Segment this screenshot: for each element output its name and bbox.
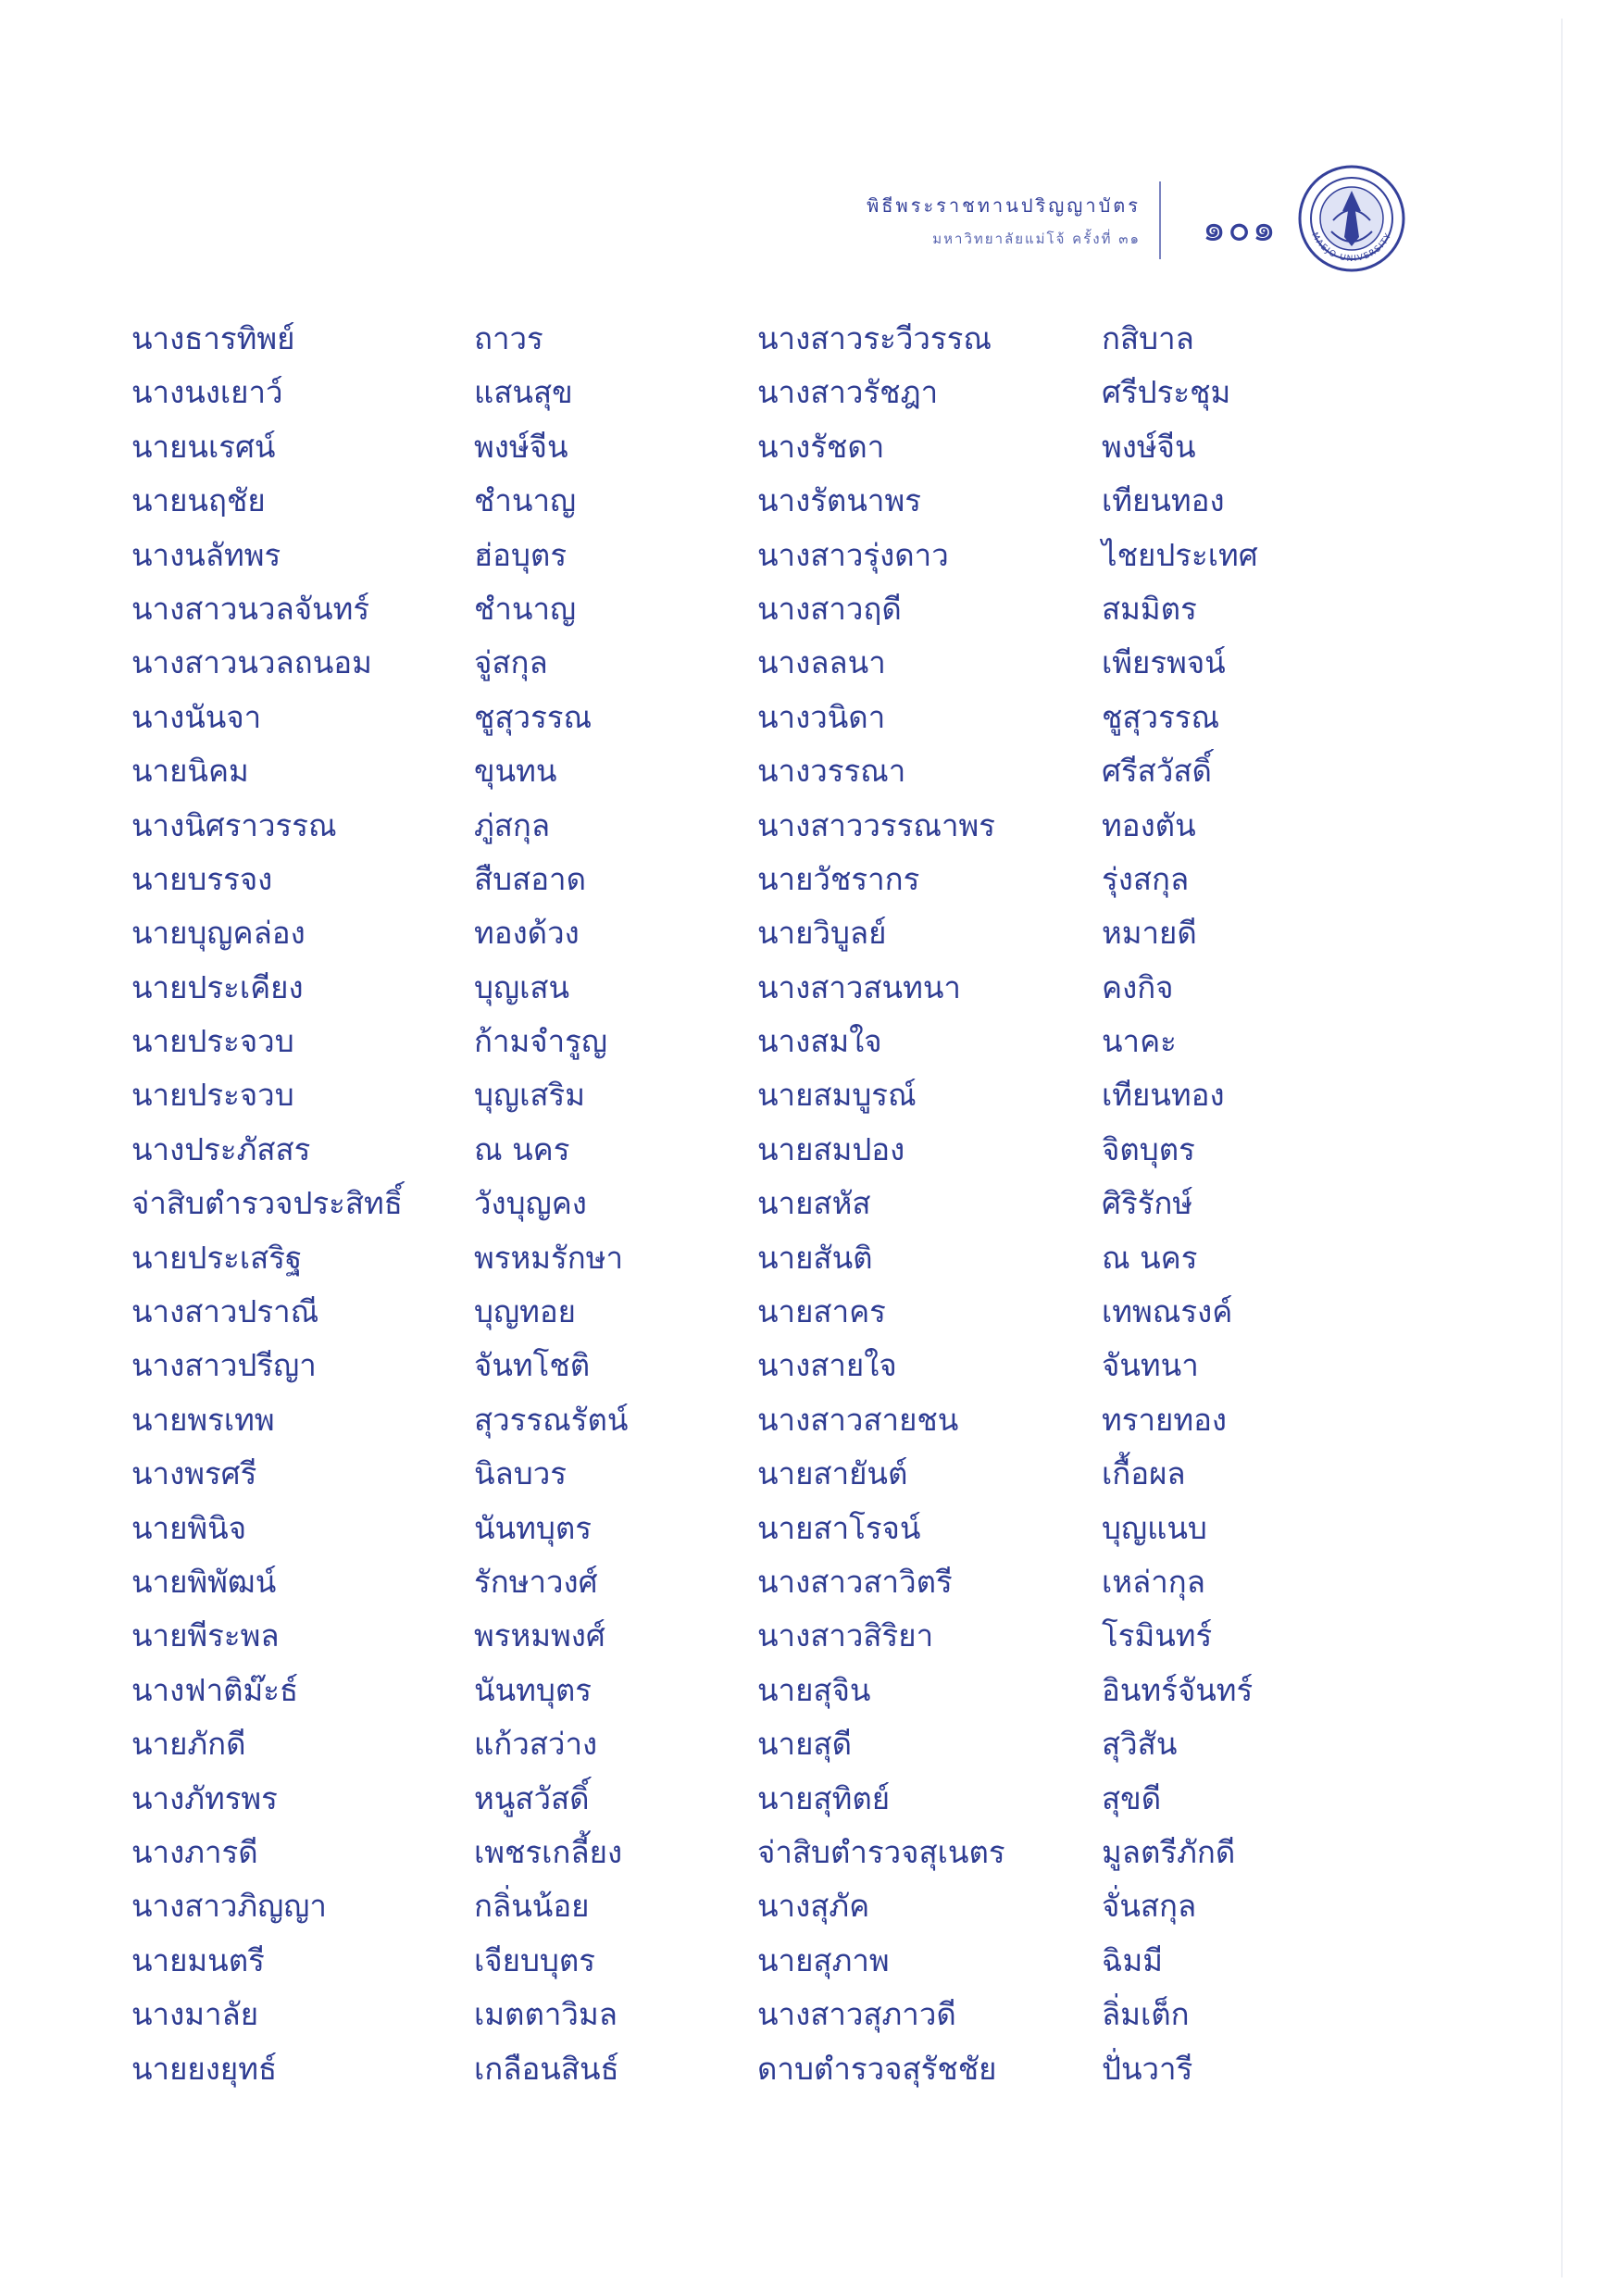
surname-2: คงกิจ: [1102, 968, 1174, 1005]
name-row: [0, 423, 1622, 477]
first-name-2: นางสาวรัชฎา: [757, 374, 939, 411]
surname-2: โรมินทร์: [1102, 1617, 1213, 1654]
surname-1: แก้วสว่าง: [474, 1726, 598, 1763]
name-row: [0, 1179, 1622, 1233]
name-row: [0, 1126, 1622, 1179]
first-name-2: จ่าสิบตำรวจสุเนตร: [757, 1833, 1005, 1870]
first-name-1: นางมาลัย: [131, 1996, 259, 2033]
surname-1: นันทบุตร: [474, 1509, 592, 1546]
first-name-2: นางสมใจ: [757, 1023, 882, 1060]
surname-2: เหล่ากุล: [1102, 1563, 1205, 1600]
surname-1: สุวรรณรัตน์: [474, 1401, 629, 1438]
first-name-2: นางสายใจ: [757, 1347, 897, 1384]
surname-2: เทพณรงค์: [1102, 1293, 1233, 1330]
name-row: [0, 1450, 1622, 1504]
surname-1: กลิ่นน้อย: [474, 1888, 590, 1925]
surname-2: เทียนทอง: [1102, 482, 1225, 519]
first-name-1: นายพินิจ: [131, 1509, 247, 1546]
name-row: [0, 1937, 1622, 1990]
surname-1: บุญเสริม: [474, 1077, 585, 1114]
first-name-2: นางสาวฤดี: [757, 590, 902, 627]
surname-2: ปั่นวารี: [1102, 2050, 1193, 2087]
surname-1: หนูสวัสดิ์: [474, 1779, 590, 1816]
name-row: [0, 585, 1622, 639]
surname-2: รุ่งสกุล: [1102, 860, 1190, 897]
first-name-1: นางสาวปรีญา: [131, 1347, 317, 1384]
name-row: [0, 1396, 1622, 1450]
surname-2: เกื้อผล: [1102, 1455, 1186, 1492]
first-name-1: นายนฤชัย: [131, 482, 266, 519]
surname-2: สมมิตร: [1102, 590, 1197, 627]
first-name-2: นางสาวสนทนา: [757, 968, 961, 1005]
header-divider: [1159, 181, 1161, 259]
first-name-1: นายพรเทพ: [131, 1401, 275, 1438]
svg-text:MAEJO UNIVERSITY: MAEJO UNIVERSITY: [1309, 231, 1394, 265]
surname-1: จู่สกุล: [474, 644, 548, 681]
surname-1: ภู่สกุล: [474, 806, 551, 843]
surname-1: ขุนทน: [474, 753, 557, 790]
first-name-1: นางนลัทพร: [131, 536, 281, 573]
name-row: [0, 1720, 1622, 1774]
first-name-2: นายสุดี: [757, 1726, 852, 1763]
surname-2: กสิบาล: [1102, 320, 1194, 356]
first-name-2: นางรัชดา: [757, 428, 885, 465]
surname-1: แสนสุข: [474, 374, 573, 411]
surname-2: ลิ่มเต็ก: [1102, 1996, 1190, 2033]
first-name-2: นางสาวสาวิตรี: [757, 1563, 953, 1600]
surname-1: พงษ์จีน: [474, 428, 568, 465]
name-row: [0, 964, 1622, 1017]
surname-2: ทองตัน: [1102, 806, 1196, 843]
surname-2: ณ นคร: [1102, 1239, 1198, 1276]
surname-2: ฉิมมี: [1102, 1941, 1163, 1978]
first-name-2: นางสุภัค: [757, 1888, 870, 1925]
first-name-1: นายพิพัฒน์: [131, 1563, 277, 1600]
first-name-1: นายบุญคล่อง: [131, 915, 306, 952]
surname-2: จิตบุตร: [1102, 1130, 1195, 1167]
first-name-1: นางประภัสสร: [131, 1130, 311, 1167]
surname-2: ศรีสวัสดิ์: [1102, 753, 1212, 790]
surname-2: ศิริรักษ์: [1102, 1185, 1193, 1222]
name-row: [0, 1828, 1622, 1882]
surname-1: บุญเสน: [474, 968, 570, 1005]
surname-2: นาคะ: [1102, 1023, 1177, 1060]
surname-2: บุญแนบ: [1102, 1509, 1207, 1546]
surname-2: จันทนา: [1102, 1347, 1199, 1384]
first-name-2: นายสาโรจน์: [757, 1509, 921, 1546]
surname-1: ทองด้วง: [474, 915, 580, 952]
surname-1: ณ นคร: [474, 1130, 570, 1167]
first-name-1: นางนิศราวรรณ: [131, 806, 337, 843]
first-name-2: นายสาคร: [757, 1293, 886, 1330]
first-name-1: นางสาวนวลจันทร์: [131, 590, 370, 627]
surname-2: เพียรพจน์: [1102, 644, 1226, 681]
name-row: [0, 531, 1622, 585]
surname-2: ชูสุวรรณ: [1102, 698, 1220, 735]
name-row: [0, 1612, 1622, 1666]
first-name-2: นางสาวสิริยา: [757, 1617, 934, 1654]
first-name-1: นายประจวบ: [131, 1023, 294, 1060]
name-row: [0, 1558, 1622, 1612]
name-row: [0, 1882, 1622, 1936]
first-name-2: นายสมบูรณ์: [757, 1077, 917, 1114]
name-row: [0, 909, 1622, 963]
first-name-2: นางสาวสุภาวดี: [757, 1996, 956, 2033]
first-name-2: นางรัตนาพร: [757, 482, 921, 519]
surname-2: ไชยประเทศ: [1102, 536, 1258, 573]
surname-2: อินทร์จันทร์: [1102, 1671, 1254, 1708]
first-name-2: นางสาวรุ่งดาว: [757, 536, 949, 573]
surname-2: สุขดี: [1102, 1779, 1162, 1816]
surname-2: พงษ์จีน: [1102, 428, 1196, 465]
name-row: [0, 1990, 1622, 2044]
first-name-1: นายยงยุทธ์: [131, 2050, 278, 2087]
name-row: [0, 477, 1622, 530]
surname-1: รักษาวงศ์: [474, 1563, 598, 1600]
first-name-1: นางนงเยาว์: [131, 374, 283, 411]
first-name-2: นางสาวระวีวรรณ: [757, 320, 992, 356]
name-row: [0, 1341, 1622, 1395]
header-text-block: [752, 191, 1141, 250]
name-row: [0, 1666, 1622, 1720]
ceremony-title: พิธีพระราชทานปริญญาบัตร: [867, 194, 1141, 217]
first-name-1: นางสาวปราณี: [131, 1293, 319, 1330]
surname-2: จั่นสกุล: [1102, 1888, 1197, 1925]
graduate-name-list: [0, 315, 1622, 2099]
first-name-1: นางฟาติม๊ะธ์: [131, 1671, 299, 1708]
first-name-2: นางวนิดา: [757, 698, 886, 735]
name-row: [0, 1234, 1622, 1288]
first-name-1: นางสาวภิญญา: [131, 1888, 327, 1925]
first-name-2: นางลลนา: [757, 644, 886, 681]
surname-1: สืบสอาด: [474, 860, 587, 897]
first-name-2: นายสันติ: [757, 1239, 873, 1276]
first-name-2: นายสมปอง: [757, 1130, 905, 1167]
university-subtitle: มหาวิทยาลัยแม่โจ้ ครั้งที่ ๓๑: [932, 231, 1141, 247]
name-row: [0, 802, 1622, 855]
surname-1: ก้ามจำรูญ: [474, 1023, 607, 1060]
first-name-1: นายมนตรี: [131, 1941, 265, 1978]
name-row: [0, 639, 1622, 693]
first-name-1: นางภัทรพร: [131, 1779, 278, 1816]
surname-2: เทียนทอง: [1102, 1077, 1225, 1114]
surname-1: เกลือนสินธ์: [474, 2050, 619, 2087]
name-row: [0, 1017, 1622, 1071]
first-name-1: นายประจวบ: [131, 1077, 294, 1114]
first-name-1: นายภักดี: [131, 1726, 246, 1763]
surname-1: วังบุญคง: [474, 1185, 587, 1222]
first-name-1: นายพีระพล: [131, 1617, 280, 1654]
first-name-1: นางนันจา: [131, 698, 262, 735]
name-row: [0, 368, 1622, 422]
surname-1: ฮ่อบุตร: [474, 536, 568, 573]
university-seal-icon: [1296, 163, 1407, 274]
name-row: [0, 1288, 1622, 1341]
first-name-2: นายสุภาพ: [757, 1941, 890, 1978]
first-name-1: นายนิคม: [131, 753, 249, 790]
first-name-1: นายนเรศน์: [131, 428, 276, 465]
first-name-2: นายสุทิตย์: [757, 1779, 891, 1816]
surname-1: พรหมรักษา: [474, 1239, 623, 1276]
name-row: [0, 747, 1622, 801]
surname-2: สุวิสัน: [1102, 1726, 1178, 1763]
surname-1: เมตตาวิมล: [474, 1996, 618, 2033]
first-name-2: นายสุจิน: [757, 1671, 871, 1708]
surname-2: หมายดี: [1102, 915, 1197, 952]
first-name-1: นางพรศรี: [131, 1455, 257, 1492]
first-name-1: นางสาวนวลถนอม: [131, 644, 372, 681]
surname-1: นันทบุตร: [474, 1671, 592, 1708]
page-number: ๑๐๑: [1202, 207, 1278, 250]
name-row: [0, 1504, 1622, 1558]
first-name-1: จ่าสิบตำรวจประสิทธิ์: [131, 1185, 403, 1222]
first-name-1: นายประเคียง: [131, 968, 304, 1005]
surname-1: จันทโชติ: [474, 1347, 591, 1384]
name-row: [0, 693, 1622, 747]
surname-1: พรหมพงศ์: [474, 1617, 605, 1654]
first-name-2: นางสาวสายชน: [757, 1401, 959, 1438]
surname-1: เพชรเกลี้ยง: [474, 1833, 623, 1870]
first-name-2: นายวัชรากร: [757, 860, 920, 897]
surname-1: ชูสุวรรณ: [474, 698, 593, 735]
surname-2: ศรีประชุม: [1102, 374, 1231, 411]
surname-1: เจียบบุตร: [474, 1941, 596, 1978]
surname-1: บุญทอย: [474, 1293, 576, 1330]
name-row: [0, 315, 1622, 368]
first-name-1: นางภารดี: [131, 1833, 258, 1870]
name-row: [0, 855, 1622, 909]
surname-1: ชำนาญ: [474, 482, 577, 519]
first-name-2: นางสาววรรณาพร: [757, 806, 996, 843]
page-header: [867, 163, 1407, 274]
first-name-2: นายสหัส: [757, 1185, 871, 1222]
first-name-2: ดาบตำรวจสุรัชชัย: [757, 2050, 997, 2087]
surname-2: ทรายทอง: [1102, 1401, 1228, 1438]
surname-1: ชำนาญ: [474, 590, 577, 627]
first-name-2: นายวิบูลย์: [757, 915, 887, 952]
name-row: [0, 1775, 1622, 1828]
name-row: [0, 2045, 1622, 2099]
first-name-2: นางวรรณา: [757, 753, 906, 790]
name-row: [0, 1071, 1622, 1125]
surname-1: นิลบวร: [474, 1455, 567, 1492]
surname-1: ถาวร: [474, 320, 543, 356]
first-name-1: นายบรรจง: [131, 860, 273, 897]
first-name-2: นายสายันต์: [757, 1455, 908, 1492]
first-name-1: นางธารทิพย์: [131, 320, 295, 356]
first-name-1: นายประเสริฐ: [131, 1239, 303, 1276]
surname-2: มูลตรีภักดี: [1102, 1833, 1236, 1870]
